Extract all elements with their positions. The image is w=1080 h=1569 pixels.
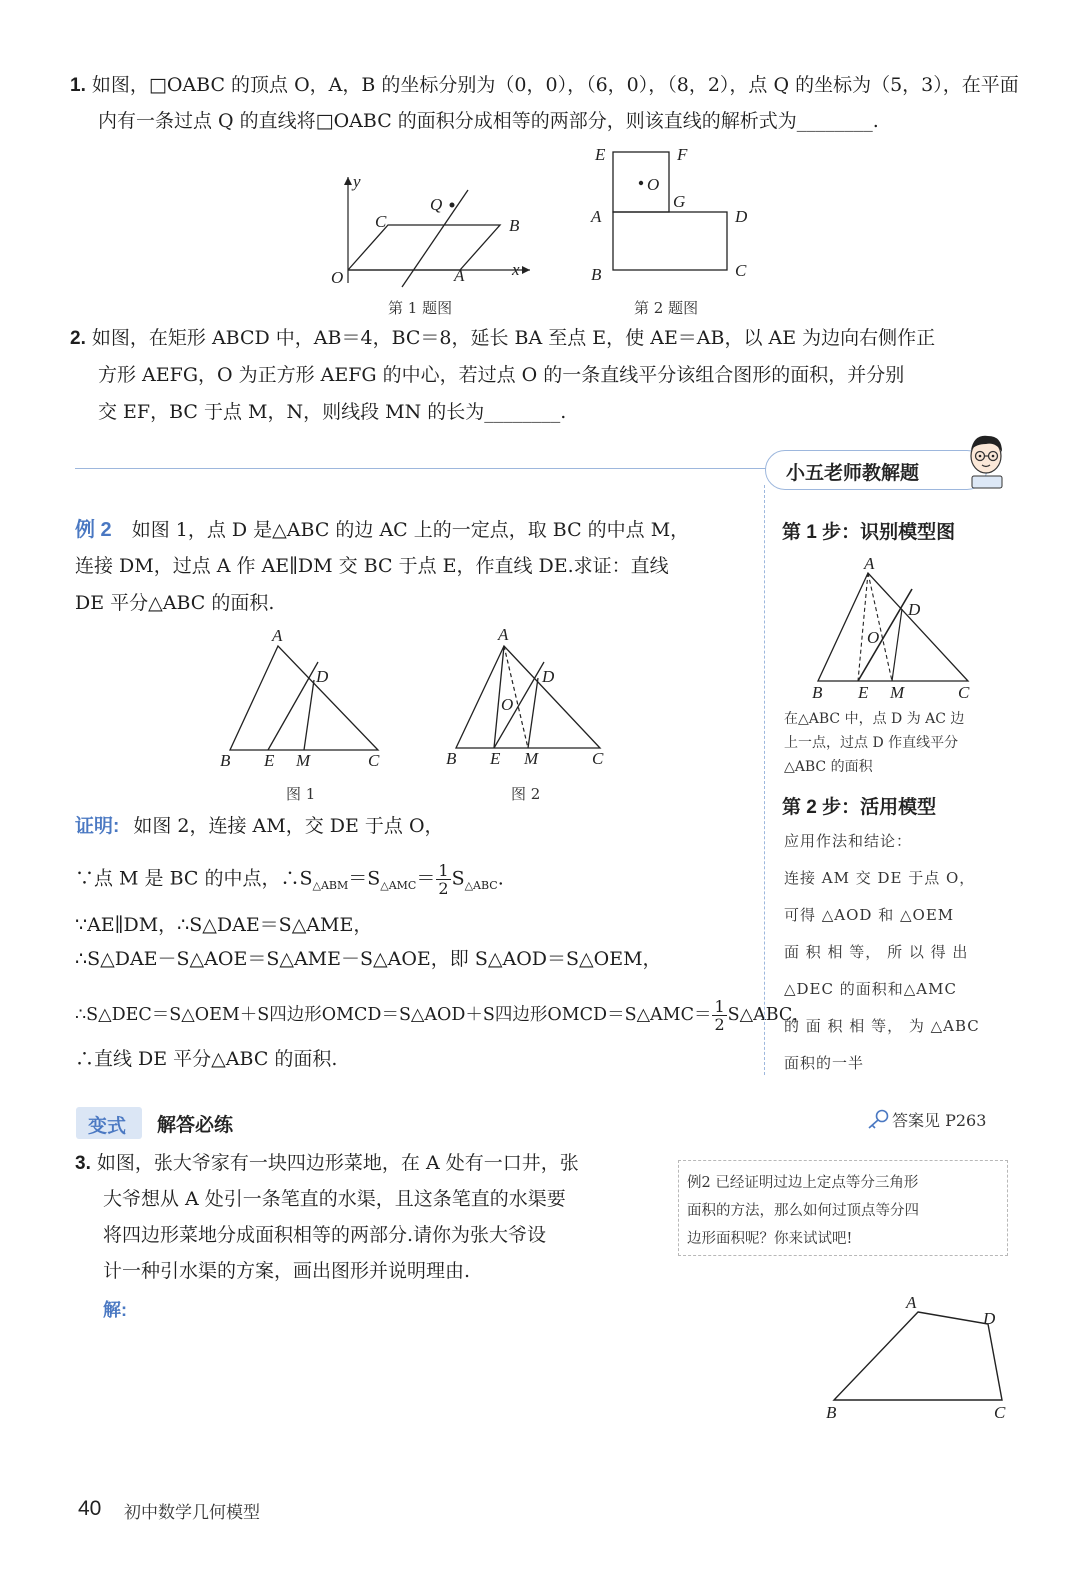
problem-1-text-2: 内有一条过点 Q 的直线将□OABC 的面积分成相等的两部分，则该直线的解析式为________. [98, 110, 879, 132]
side-label-a: A [864, 555, 875, 573]
fig1-label-q: Q [430, 195, 443, 214]
quad-label-c: C [994, 1403, 1006, 1422]
example-2-text-2: 连接 DM，过点 A 作 AE∥DM 交 BC 于点 E，作直线 DE.求证：直线 [75, 555, 669, 577]
quadrilateral-figure [820, 1290, 1020, 1425]
sidebar-step1-text-2: 上一点，过点 D 作直线平分 [784, 735, 959, 751]
sidebar-model-figure [800, 555, 990, 705]
proof-2a: ∵点 M 是 BC 的中点，∴S [75, 867, 313, 890]
proof-text-3: ∵AE∥DM，∴S△DAE＝S△AME， [75, 914, 373, 936]
fig1-label-o: O [331, 268, 344, 287]
proof-2c: ＝S [348, 867, 381, 890]
exfig1-label-m: M [296, 751, 311, 770]
sidebar-step2-text-5: △DEC 的面积和△AMC [784, 980, 957, 998]
teacher-banner [765, 450, 987, 490]
example-2-text-1: 如图 1，点 D 是△ABC 的边 AC 上的一定点，取 BC 的中点 M， [131, 519, 690, 541]
proof-2b: △ABM [312, 878, 349, 892]
fig2-label-o: O [647, 175, 660, 194]
figure-1-caption: 第 1 题图 [388, 299, 453, 317]
problem-1-number: 1. [70, 75, 86, 96]
exfig1-label-c: C [368, 751, 380, 770]
proof-2g: △ABC [464, 878, 498, 892]
side-label-o: O [867, 628, 880, 647]
proof-line-1 [75, 813, 444, 840]
problem-2-text-2: 方形 AEFG，O 为正方形 AEFG 的中心，若过点 O 的一条直线平分该组合图形的面积，并分别 [98, 364, 905, 386]
side-label-b: B [812, 683, 823, 702]
sidebar-step2-text-1: 应用作法和结论： [784, 832, 913, 850]
exfig1-label-b: B [220, 751, 231, 770]
exfig2-label-a: A [498, 625, 509, 644]
example-figure-2-caption: 图 2 [511, 785, 541, 803]
example-2-tag: 例 2 [75, 519, 112, 541]
variant-tag: 变式 [88, 1116, 127, 1137]
side-label-c: C [958, 683, 970, 702]
proof-text-6: ∴直线 DE 平分△ABC 的面积. [75, 1048, 338, 1070]
problem-1-line-1 [70, 72, 1019, 99]
hint-text-1: 例2 已经证明过边上定点等分三角形 [687, 1175, 919, 1191]
sidebar-step2-text-3: 可得 △AOD 和 △OEM [784, 906, 955, 924]
example-figure-1 [210, 622, 400, 777]
example-figure-2 [440, 620, 620, 775]
exfig1-label-d: D [316, 667, 329, 686]
example-2-line-1 [75, 517, 689, 543]
fig2-label-d: D [735, 207, 748, 226]
problem-3-text-4: 计一种引水渠的方案，画出图形并说明理由. [103, 1260, 471, 1282]
proof-fraction-half [436, 862, 450, 897]
fig1-label-a: A [454, 266, 465, 285]
side-label-d: D [908, 600, 921, 619]
problem-3-text-2: 大爷想从 A 处引一条笔直的水渠，且这条笔直的水渠要 [103, 1188, 566, 1210]
exfig1-label-a: A [272, 626, 283, 645]
sidebar-step2-text-4: 面 积 相 等， 所 以 得 出 [784, 943, 969, 961]
exfig2-label-o: O [501, 695, 514, 714]
answer-reference: 答案见 P263 [892, 1111, 987, 1130]
problem-2-text-3: 交 EF，BC 于点 M，N，则线段 MN 的长为________. [98, 401, 567, 423]
fig1-label-x: x [512, 260, 520, 279]
section-divider [75, 468, 775, 469]
problem-3-line-1 [75, 1150, 579, 1177]
sidebar-step1-text-3: △ABC 的面积 [784, 759, 873, 775]
problem-3-number: 3. [75, 1153, 91, 1174]
sidebar-divider [764, 485, 765, 1075]
fig1-label-y: y [353, 172, 361, 191]
quad-label-a: A [906, 1293, 917, 1312]
problem-3-text-1: 如图，张大爷家有一块四边形菜地，在 A 处有一口井，张 [96, 1152, 579, 1174]
teacher-banner-title: 小五老师教解题 [786, 463, 920, 484]
fig1-label-c: C [375, 212, 387, 231]
sidebar-step1-text-1: 在△ABC 中，点 D 为 AC 边 [784, 711, 965, 727]
sidebar-step-2-title: 第 2 步：活用模型 [782, 797, 937, 818]
side-label-e: E [858, 683, 869, 702]
proof-text-5b: S△ABC， [727, 1005, 810, 1025]
sidebar-step2-text-7: 面积的一半 [784, 1054, 865, 1072]
key-icon [866, 1108, 890, 1130]
fig2-label-b: B [591, 265, 602, 284]
proof-tag: 证明: [75, 816, 120, 837]
proof-text-5a: ∴S△DEC＝S△OEM＋S四边形OMCD＝S△AOD＋S四边形OMCD＝S△AMC＝ [75, 1005, 712, 1025]
example-2-text-3: DE 平分△ABC 的面积. [75, 592, 275, 614]
sidebar-step2-text-6: 的 面 积 相 等， 为 △ABC [784, 1017, 980, 1035]
proof-frac-den: 2 [438, 879, 449, 898]
proof-fraction-half-2 [712, 998, 726, 1033]
book-title: 初中数学几何模型 [124, 1503, 260, 1523]
solution-tag: 解: [103, 1300, 127, 1320]
proof-line-2 [75, 862, 504, 897]
quad-label-d: D [983, 1309, 996, 1328]
fig2-label-g: G [673, 192, 686, 211]
proof-text-4: ∴S△DAE－S△AOE＝S△AME－S△AOE，即 S△AOD＝S△OEM， [75, 948, 662, 970]
problem-2-text-1: 如图，在矩形 ABCD 中，AB＝4，BC＝8，延长 BA 至点 E，使 AE＝AB，以 AE 为边向右侧作正 [91, 327, 936, 349]
fig1-label-b: B [509, 216, 520, 235]
figure-1-parallelogram [320, 165, 540, 290]
problem-2-line-1 [70, 325, 935, 352]
exfig2-label-e: E [490, 749, 501, 768]
proof-2h: . [497, 867, 504, 890]
exfig2-label-m: M [524, 749, 539, 768]
exfig1-label-e: E [264, 751, 275, 770]
figure-2-composite [585, 140, 755, 290]
proof-2e: ＝ [416, 867, 436, 890]
hint-text-3: 边形面积呢？你来试试吧! [687, 1231, 853, 1247]
exfig2-label-c: C [592, 749, 604, 768]
example-figure-1-caption: 图 1 [286, 785, 316, 803]
fig2-label-f: F [677, 145, 688, 164]
page-number: 40 [78, 1497, 102, 1520]
proof-2f: S [451, 867, 465, 890]
problem-1-text-1: 如图，□OABC 的顶点 O，A，B 的坐标分别为（0，0），（6，0），（8，2），点 Q 的坐标为（5，3），在平面 [91, 74, 1019, 96]
teacher-avatar-icon [962, 432, 1012, 492]
quad-label-b: B [826, 1403, 837, 1422]
proof-2d: △AMC [380, 878, 417, 892]
problem-3-text-3: 将四边形菜地分成面积相等的两部分.请你为张大爷设 [103, 1224, 547, 1246]
side-label-m: M [890, 683, 905, 702]
fig2-label-e: E [595, 145, 606, 164]
sidebar-step2-text-2: 连接 AM 交 DE 于点 O， [784, 869, 976, 887]
exfig2-label-d: D [542, 667, 555, 686]
proof-frac2-den: 2 [714, 1015, 725, 1034]
hint-box [678, 1160, 1008, 1256]
variant-tag-box [76, 1107, 142, 1139]
figure-2-caption: 第 2 题图 [634, 299, 699, 317]
fig2-label-c: C [735, 261, 747, 280]
proof-text-1: 如图 2，连接 AM，交 DE 于点 O， [133, 815, 444, 837]
hint-text-2: 面积的方法，那么如何过顶点等分四 [687, 1203, 919, 1219]
exfig2-label-b: B [446, 749, 457, 768]
proof-line-5 [75, 998, 810, 1033]
variant-title: 解答必练 [157, 1115, 234, 1136]
fig2-label-a: A [591, 207, 602, 226]
problem-2-number: 2. [70, 328, 86, 349]
proof-frac-num: 1 [438, 861, 449, 880]
sidebar-step-1-title: 第 1 步：识别模型图 [782, 522, 956, 543]
proof-frac2-num: 1 [714, 997, 725, 1016]
